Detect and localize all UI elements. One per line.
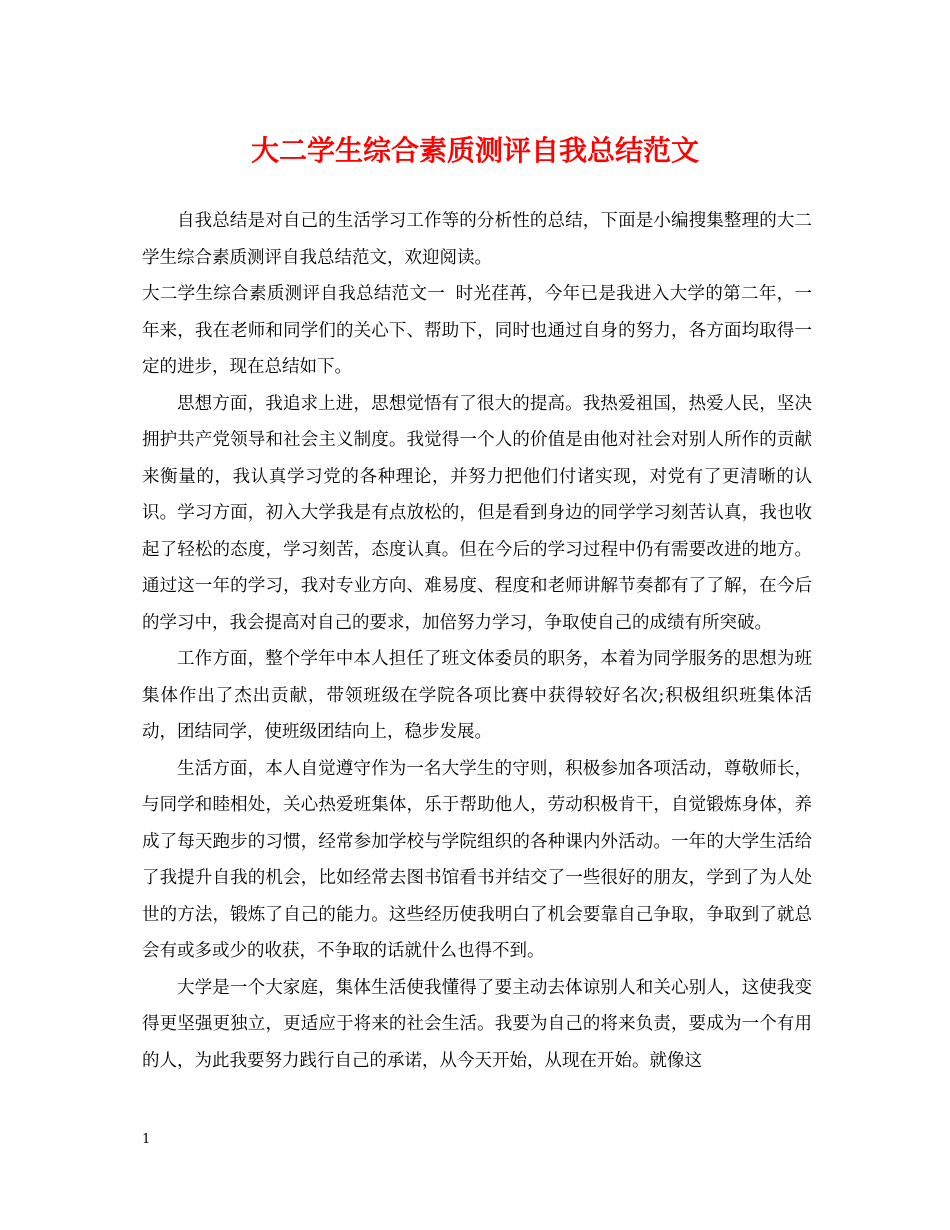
life-paragraph: 生活方面，本人自觉遵守作为一名大学生的守则，积极参加各项活动，尊敬师长，与同学和睦相处，关心热爱班集体，乐于帮助他人，劳动积极肯干，自觉锻炼身体，养成了每天跑步的习惯，经常参加学校与学院组织的各种课内外活动。一年的大学生活给了我提升自我的机会，比如经常去图书馆看书并结交了一些很好的朋友，学到了为人处世的方法，锻炼了自己的能力。这些经历使我明白了机会要靠自己争取，争取到了就总会有或多或少的收获，不争取的话就什么也得不到。 [142, 758, 812, 961]
thought-study-paragraph: 思想方面，我追求上进，思想觉悟有了很大的提高。我热爱祖国，热爱人民，坚决拥护共产党领导和社会主义制度。我觉得一个人的价值是由他对社会对别人所作的贡献来衡量的，我认真学习党的各种理论，并努力把他们付诸实现，对党有了更清晰的认识。学习方面，初入大学我是有点放松的，但是看到身边的同学学习刻苦认真，我也收起了轻松的态度，学习刻苦，态度认真。但在今后的学习过程中仍有需要改进的地方。通过这一年的学习，我对专业方向、难易度、程度和老师讲解节奏都有了了解，在今后的学习中，我会提高对自己的要求，加倍努力学习，争取使自己的成绩有所突破。 [142, 393, 812, 633]
section-title: 大二学生综合素质测评自我总结范文一 [142, 284, 446, 304]
document-body [142, 203, 812, 1079]
intro-paragraph: 自我总结是对自己的生活学习工作等的分析性的总结，下面是小编搜集整理的大二学生综合素质测评自我总结范文，欢迎阅读。 [142, 211, 812, 268]
document-title: 大二学生综合素质测评自我总结范文 [250, 134, 699, 167]
section-opening-text: 时光荏苒，今年已是我进入大学的第二年，一年来，我在老师和同学们的关心下、帮助下，同时也通过自身的努力，各方面均取得一定的进步，现在总结如下。 [142, 284, 813, 377]
section-paragraph [142, 276, 812, 386]
university-family-paragraph: 大学是一个大家庭，集体生活使我懂得了要主动去体谅别人和关心别人，这使我变得更坚强更独立，更适应于将来的社会生活。我要为自己的将来负责，要成为一个有用的人，为此我要努力践行自己的承诺，从今天开始，从现在开始。就像这 [142, 977, 812, 1071]
page-number: 1 [142, 1132, 151, 1147]
work-paragraph: 工作方面，整个学年中本人担任了班文体委员的职务，本着为同学服务的思想为班集体作出了杰出贡献，带领班级在学院各项比赛中获得较好名次;积极组织班集体活动，团结同学，使班级团结向上，稳步发展。 [142, 649, 812, 742]
